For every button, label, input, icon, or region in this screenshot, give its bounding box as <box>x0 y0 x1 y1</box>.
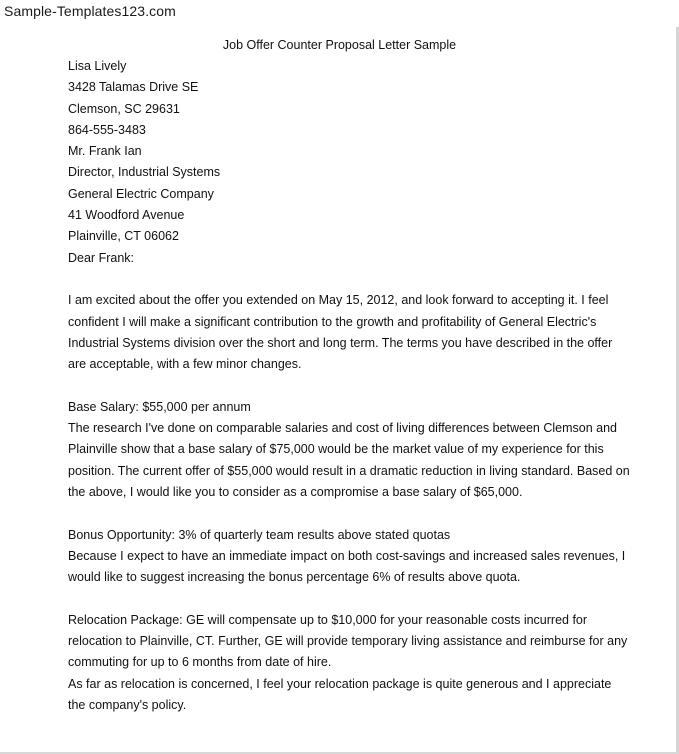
recipient-title: Director, Industrial Systems <box>68 165 221 180</box>
document-title: Job Offer Counter Proposal Letter Sample <box>222 38 457 52</box>
bonus-line: Because I expect to have an immediate impact on both cost-savings and increased sales revenues, I <box>68 548 626 563</box>
intro-line: confident I will make a significant contribution to the growth and profitability of General Electric's <box>68 314 597 329</box>
intro-line: I am excited about the offer you extended on May 15, 2012, and look forward to accepting it. I feel <box>68 293 609 308</box>
relocation-line: Relocation Package: GE will compensate up to $10,000 for your reasonable costs incurred for <box>68 612 588 627</box>
paragraph-gap <box>68 375 628 396</box>
relocation-line: the company's policy. <box>68 697 187 712</box>
relocation-line: As far as relocation is concerned, I feel your relocation package is quite generous and I appreciate <box>68 676 612 691</box>
sender-street: 3428 Talamas Drive SE <box>68 80 199 95</box>
sender-city: Clemson, SC 29631 <box>68 101 180 116</box>
salary-line: position. The current offer of $55,000 would result in a dramatic reduction in living standard. Based on <box>68 463 630 478</box>
site-watermark: Sample-Templates123.com <box>4 3 176 19</box>
salutation: Dear Frank: <box>68 250 134 265</box>
relocation-section <box>68 610 628 716</box>
paragraph-gap <box>68 588 628 609</box>
recipient-name: Mr. Frank Ian <box>68 144 142 159</box>
paragraph-gap <box>68 503 628 524</box>
bonus-heading: Bonus Opportunity: 3% of quarterly team results above stated quotas <box>68 527 451 542</box>
recipient-city: Plainville, CT 06062 <box>68 229 179 244</box>
relocation-line: commuting for up to 6 months from date of hire. <box>68 655 332 670</box>
recipient-company: General Electric Company <box>68 186 214 201</box>
bonus-section <box>68 525 628 589</box>
letter-body <box>68 56 628 716</box>
intro-paragraph <box>68 290 628 375</box>
relocation-line: relocation to Plainville, CT. Further, GE will provide temporary living assistance and reimburse for any <box>68 634 628 649</box>
recipient-street: 41 Woodford Avenue <box>68 208 185 223</box>
salary-line: The research I've done on comparable salaries and cost of living differences between Clemson and <box>68 421 617 436</box>
salary-section <box>68 397 628 503</box>
recipient-address <box>68 141 628 247</box>
salary-line: the above, I would like you to consider as a compromise a base salary of $65,000. <box>68 484 523 499</box>
sender-phone: 864-555-3483 <box>68 122 146 137</box>
paragraph-gap <box>68 269 628 290</box>
intro-line: Industrial Systems division over the short and long term. The terms you have described in the offer <box>68 335 613 350</box>
intro-line: are acceptable, with a few minor changes. <box>68 357 302 372</box>
sender-address <box>68 56 628 141</box>
salary-line: Plainville show that a base salary of $75,000 would be the market value of my experience for this <box>68 442 604 457</box>
bonus-line: would like to suggest increasing the bonus percentage 6% of results above quota. <box>68 570 521 585</box>
sender-name: Lisa Lively <box>68 59 127 73</box>
salary-heading: Base Salary: $55,000 per annum <box>68 399 251 414</box>
